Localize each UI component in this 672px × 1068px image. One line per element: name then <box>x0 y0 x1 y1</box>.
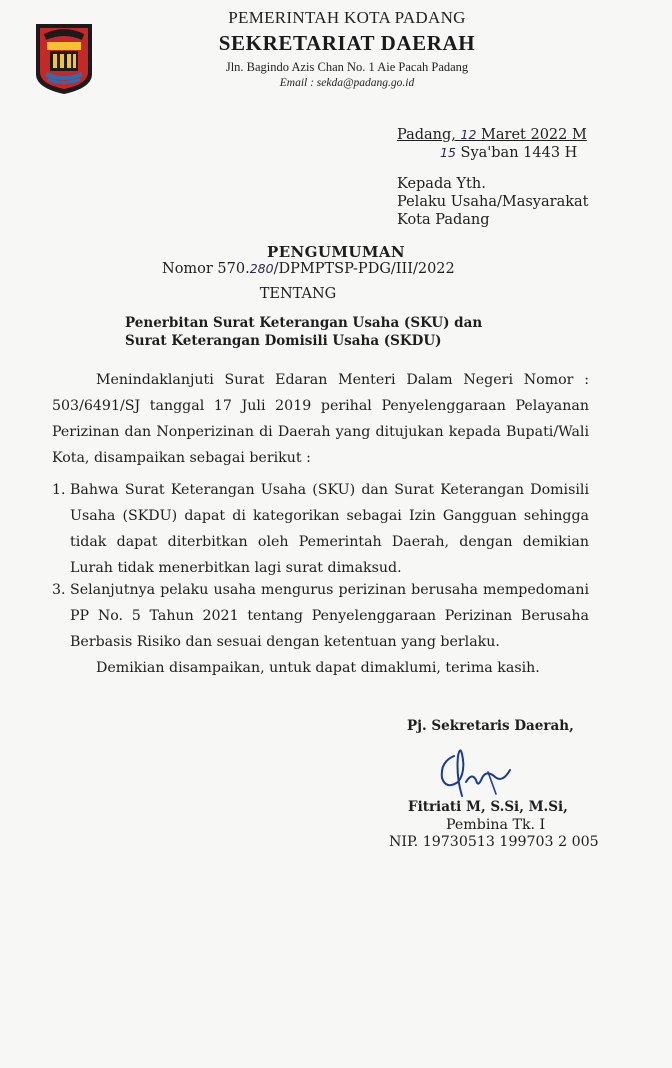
letter-date-hijri <box>440 145 577 161</box>
padang-city-emblem-icon <box>34 22 94 96</box>
subject-line: Penerbitan Surat Keterangan Usaha (SKU) dan <box>125 315 483 331</box>
list-item-text: Bahwa Surat Keterangan Usaha (SKU) dan Surat Keterangan Domisili Usaha (SKDU) dapat di kategorikan sebagai Izin Gangguan sehingga tidak dapat diterbitkan oleh Pemerintah Daerah, dengan demikian Lurah tidak menerbitkan lagi surat dimaksud. <box>70 482 589 576</box>
subject-line: Surat Keterangan Domisili Usaha (SKDU) <box>125 333 442 349</box>
letter-date-masehi <box>397 127 587 143</box>
recipient-line: Kepada Yth. <box>397 176 486 192</box>
document-number <box>162 261 455 277</box>
number-rest: /DPMPTSP-PDG/III/2022 <box>273 261 455 277</box>
letterhead-government: PEMERINTAH KOTA PADANG <box>228 8 466 27</box>
list-item-number: 3. <box>52 582 66 598</box>
letterhead-address: Jln. Bagindo Azis Chan No. 1 Aie Pacah Padang <box>225 60 469 74</box>
list-item <box>52 577 589 655</box>
list-item-text: Selanjutnya pelaku usaha mengurus perizinan berusaha mempedomani PP No. 5 Tahun 2021 tentang Penyelenggaraan Perizinan Berusaha Berbasis Risiko dan sesuai dengan ketentuan yang berlaku. <box>70 582 589 650</box>
handwritten-signature <box>432 742 518 804</box>
number-prefix: Nomor 570. <box>162 261 250 277</box>
number-handwritten: 280 <box>249 261 274 276</box>
intro-paragraph: Menindaklanjuti Surat Edaran Menteri Dalam Negeri Nomor : 503/6491/SJ tanggal 17 Juli 2019 perihal Penyelenggaraan Pelayanan Perizinan dan Nonperizinan di Daerah yang ditujukan kepada Bupati/Wali Kota, disampaikan sebagai berikut : <box>52 372 589 466</box>
date-day-handwritten: 12 <box>460 127 477 142</box>
recipient-block <box>397 175 588 229</box>
signatory-name: Fitriati M, S.Si, M.Si, <box>408 799 568 815</box>
date-prefix: Padang, <box>397 127 456 143</box>
letterhead-email: Email : sekda@padang.go.id <box>279 77 415 89</box>
signatory-nip: NIP. 19730513 199703 2 005 <box>389 834 599 850</box>
about-label: TENTANG <box>259 286 337 302</box>
hijri-day-handwritten: 15 <box>440 145 456 160</box>
hijri-rest: Sya'ban 1443 H <box>460 145 578 161</box>
recipient-line: Kota Padang <box>397 212 490 228</box>
list-item <box>52 477 589 581</box>
signatory-rank: Pembina Tk. I <box>446 817 546 833</box>
date-rest: Maret 2022 M <box>481 127 587 143</box>
letterhead-office: SEKRETARIAT DAERAH <box>218 31 476 55</box>
recipient-line: Pelaku Usaha/Masyarakat <box>397 194 589 210</box>
document-title: PENGUMUMAN <box>267 243 405 261</box>
list-item-number: 1. <box>52 482 66 498</box>
closing-sentence: Demikian disampaikan, untuk dapat dimaklumi, terima kasih. <box>96 660 540 676</box>
signatory-role: Pj. Sekretaris Daerah, <box>407 718 574 734</box>
subject-block <box>125 314 482 350</box>
